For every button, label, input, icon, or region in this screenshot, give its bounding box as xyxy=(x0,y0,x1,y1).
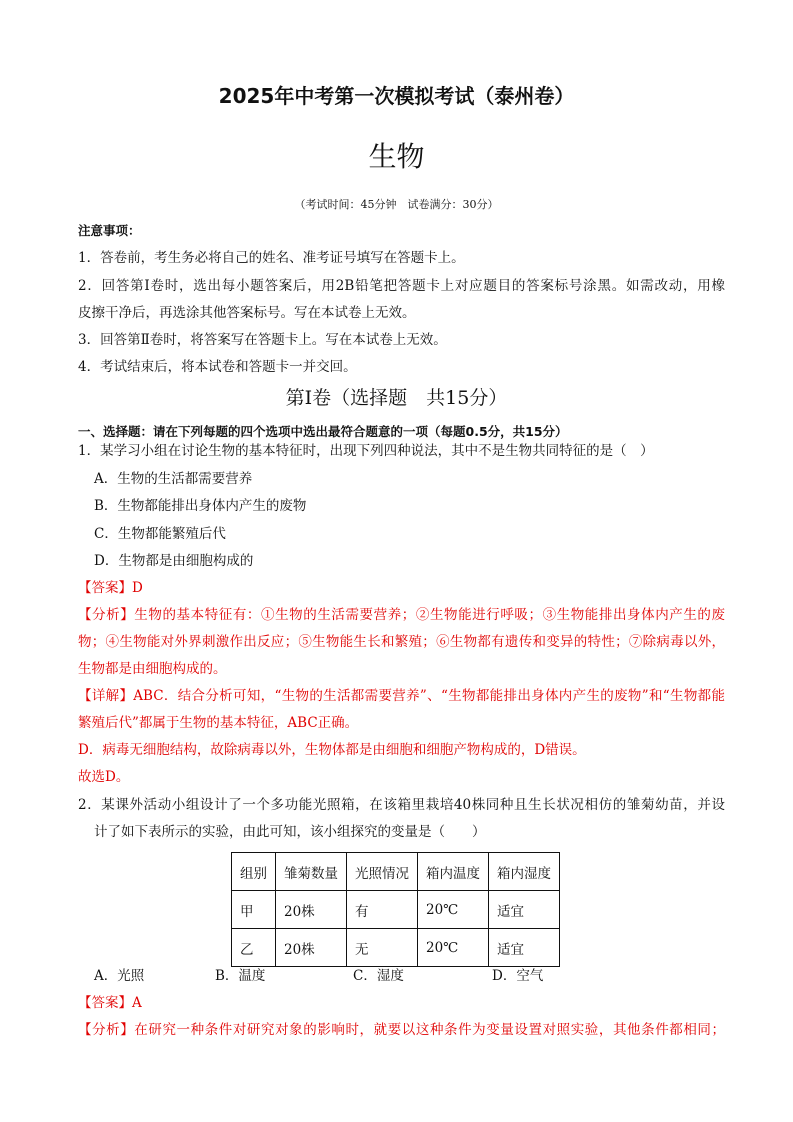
notice-item: 4．考试结束后，将本试卷和答题卡一并交回。 xyxy=(78,359,357,375)
experiment-table xyxy=(231,852,560,967)
table-row xyxy=(232,929,560,967)
exam-info: （考试时间：45分钟 试卷满分：30分） xyxy=(294,198,499,211)
option: D．空气 xyxy=(492,968,544,984)
option: A．光照 xyxy=(94,968,145,984)
table-header: 雏菊数量 xyxy=(276,853,347,891)
table-cell: 乙 xyxy=(232,929,276,967)
table-cell: 20株 xyxy=(276,891,347,929)
detail: 繁殖后代”都属于生物的基本特征，ABC正确。 xyxy=(78,715,359,731)
table-cell: 20℃ xyxy=(418,929,489,967)
table-header-row xyxy=(232,853,560,891)
table-header: 箱内温度 xyxy=(418,853,489,891)
answer: 【答案】A xyxy=(78,995,142,1011)
option: C．湿度 xyxy=(353,968,404,984)
notice-item: 2．回答第Ⅰ卷时，选出每小题答案后，用2B铅笔把答题卡上对应题目的答案标号涂黑。如需改动，用橡 xyxy=(78,278,725,294)
question-stem: 2．某课外活动小组设计了一个多功能光照箱，在该箱里栽培40株同种且生长状况相仿的雏菊幼苗，并设 xyxy=(78,797,725,813)
detail: 【详解】ABC．结合分析可知，“生物的生活都需要营养”、“生物都能排出身体内产生的废物”和“生物都能 xyxy=(78,688,725,704)
question-stem: 1．某学习小组在讨论生物的基本特征时，出现下列四种说法，其中不是生物共同特征的是（ ） xyxy=(78,443,654,459)
option: B．温度 xyxy=(215,968,266,984)
table-row xyxy=(232,891,560,929)
table-cell: 甲 xyxy=(232,891,276,929)
option: B．生物都能排出身体内产生的废物 xyxy=(94,498,307,514)
option: C．生物都能繁殖后代 xyxy=(94,526,226,542)
notice-item: 3．回答第Ⅱ卷时，将答案写在答题卡上。写在本试卷上无效。 xyxy=(78,332,447,348)
table-header: 箱内湿度 xyxy=(489,853,560,891)
conclusion: 故选D。 xyxy=(78,769,130,785)
notice-item: 1．答卷前，考生务必将自己的姓名、准考证号填写在答题卡上。 xyxy=(78,250,465,266)
table-cell: 20株 xyxy=(276,929,347,967)
notice-item: 皮擦干净后，再选涂其他答案标号。写在本试卷上无效。 xyxy=(78,305,416,321)
table-cell: 有 xyxy=(347,891,418,929)
subject-title: 生物 xyxy=(368,140,425,173)
table-header: 光照情况 xyxy=(347,853,418,891)
table-cell: 适宜 xyxy=(489,891,560,929)
option: A．生物的生活都需要营养 xyxy=(94,471,253,487)
analysis: 【分析】在研究一种条件对研究对象的影响时，就要以这种条件为变量设置对照实验，其他条件都相同； xyxy=(78,1022,725,1038)
table-header: 组别 xyxy=(232,853,276,891)
analysis: 物；④生物能对外界刺激作出反应；⑤生物能生长和繁殖；⑥生物都有遗传和变异的特性；⑦除病毒以外， xyxy=(78,634,725,650)
page-title: 2025年中考第一次模拟考试（泰州卷） xyxy=(218,84,575,108)
option: D．生物都是由细胞构成的 xyxy=(94,553,254,569)
table-cell: 20℃ xyxy=(418,891,489,929)
table-cell: 适宜 xyxy=(489,929,560,967)
notice-heading: 注意事项： xyxy=(78,223,141,238)
part-title: 第Ⅰ卷（选择题 共15分） xyxy=(285,387,508,409)
detail: D．病毒无细胞结构，故除病毒以外，生物体都是由细胞和细胞产物构成的，D错误。 xyxy=(78,742,586,758)
question-stem: 计了如下表所示的实验，由此可知，该小组探究的变量是（ ） xyxy=(94,824,486,840)
analysis: 【分析】生物的基本特征有：①生物的生活需要营养；②生物能进行呼吸；③生物能排出身体内产生的废 xyxy=(78,607,725,623)
answer: 【答案】D xyxy=(78,580,143,596)
table-cell: 无 xyxy=(347,929,418,967)
section-heading: 一、选择题：请在下列每题的四个选项中选出最符合题意的一项（每题0.5分，共15分） xyxy=(78,424,568,439)
analysis: 生物都是由细胞构成的。 xyxy=(78,661,227,677)
